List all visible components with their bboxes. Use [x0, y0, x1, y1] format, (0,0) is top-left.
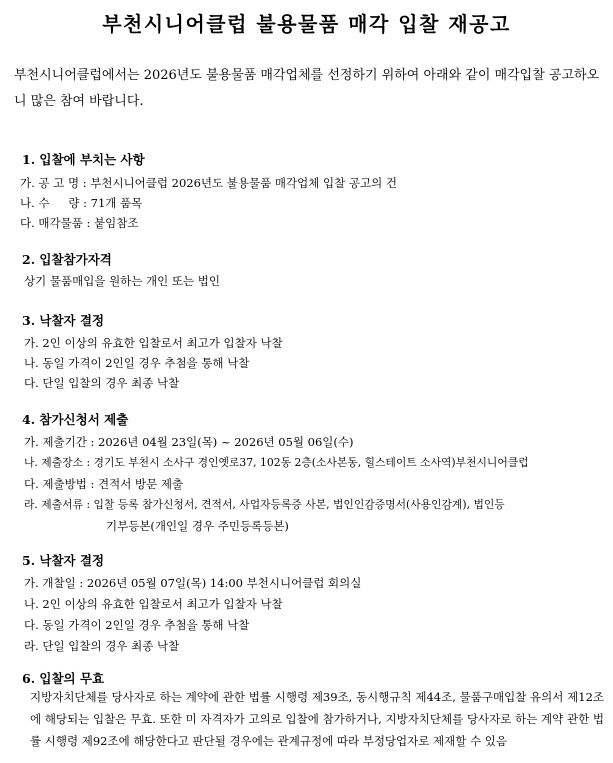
section-2-heading: 2. 입찰참가자격	[22, 252, 112, 267]
section-4-item: 라. 제출서류 : 입찰 등록 참가신청서, 견적서, 사업자등록증 사본, 법인인감증명서(사용인감계), 법인등	[24, 498, 505, 511]
section-3-item: 가. 2인 이상의 유효한 입찰로서 최고가 입찰자 낙찰	[24, 336, 283, 350]
section-5-item: 나. 2인 이상의 유효한 입찰로서 최고가 입찰자 낙찰	[24, 597, 283, 611]
section-5-item: 가. 개찰일 : 2026년 05월 07일(목) 14:00 부천시니어클럽 회의실	[24, 576, 362, 590]
section-6-heading: 6. 입찰의 무효	[22, 671, 105, 686]
page-title: 부천시니어클럽 불용물품 매각 입찰 재공고	[102, 12, 511, 36]
section-4-item-continued: 기부등본(개인일 경우 주민등록등본)	[106, 519, 289, 533]
section-5-item: 라. 단일 입찰의 경우 최종 낙찰	[24, 639, 180, 653]
section-1-item: 가. 공 고 명 : 부천시니어클럽 2026년도 불용물품 매각업체 입찰 공고의 건	[20, 176, 397, 190]
section-4-item: 나. 제출장소 : 경기도 부천시 소사구 경인옛로37, 102동 2층(소사본동, 힐스테이트 소사역)부천시니어클럽	[24, 456, 529, 469]
section-3-item: 다. 단일 입찰의 경우 최종 낙찰	[24, 376, 180, 390]
section-5-item: 다. 동일 가격이 2인일 경우 추첨을 통해 낙찰	[24, 618, 250, 632]
section-1-item: 나. 수 량 : 71개 품목	[20, 196, 143, 210]
intro-paragraph: 부천시니어클럽에서는 2026년도 불용물품 매각업체를 선정하기 위하여 아래와 같이 매각입찰 공고하오니 많은 참여 바랍니다.	[14, 68, 600, 109]
section-1-heading: 1. 입찰에 부치는 사항	[22, 152, 145, 167]
section-4-item: 가. 제출기간 : 2026년 04월 23일(목) ~ 2026년 05월 06일(수)	[24, 435, 354, 449]
section-3-item: 나. 동일 가격이 2인일 경우 추첨을 통해 낙찰	[24, 356, 250, 370]
section-6-body: 지방자치단체를 당사자로 하는 계약에 관한 법률 시행령 제39조, 동시행규칙 제44조, 물품구매입찰 유의서 제12조에 해당되는 입찰은 무효. 또한 미 자격자가 고의로 입찰에 참가하거나, 지방자치단체를 당사자로 하는 계약 관한 법률 시행령 제92조에 해당한다고 판단될 경우에는 관계규정에 따라 부정당업자로 제재할 수 있음	[30, 690, 604, 748]
section-4-heading: 4. 참가신청서 제출	[22, 412, 129, 427]
section-2-item: 상기 물품매입을 원하는 개인 또는 법인	[24, 274, 221, 288]
section-5-heading: 5. 낙찰자 결정	[22, 553, 105, 568]
section-3-heading: 3. 낙찰자 결정	[22, 313, 105, 328]
section-4-item: 다. 제출방법 : 견적서 방문 제출	[24, 477, 184, 491]
section-1-item: 다. 매각물품 : 붙임참조	[20, 216, 139, 230]
